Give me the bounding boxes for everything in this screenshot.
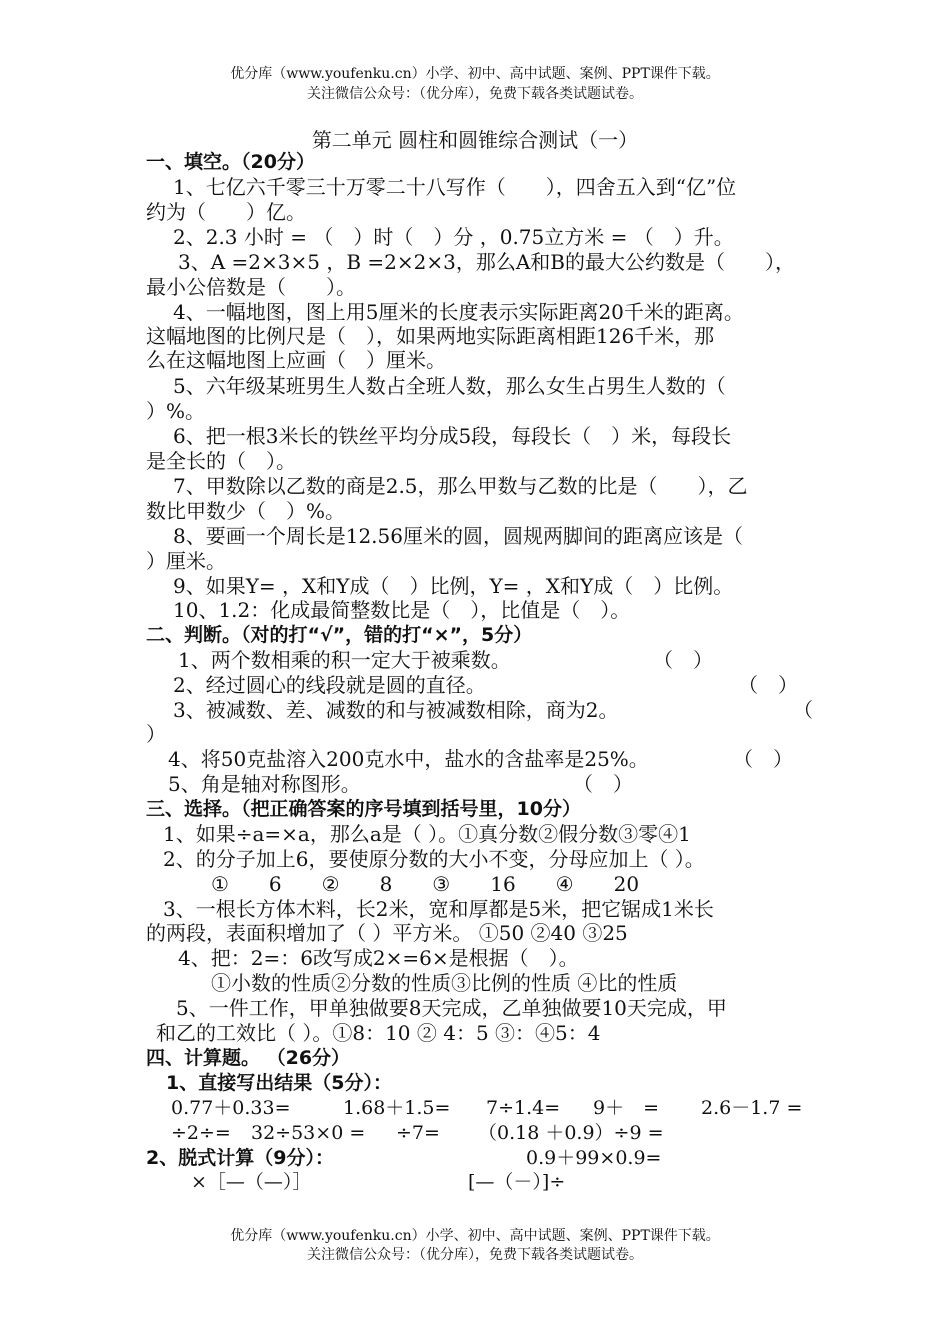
header-line-2: 关注微信公众号：（优分库），免费下载各类试题试卷。 [307,86,643,102]
judge-3: 3、被减数、差、减数的和与被减数相除，商为2。 [173,698,619,722]
calc-subheading-2: 2、脱式计算（9分）： [146,1147,334,1169]
question-1-4-cont-2: 么在这幅地图上应画（ ）厘米。 [146,348,446,372]
question-1-3-cont: 最小公倍数是（ ）。 [146,275,356,299]
choice-3: 3、一根长方体木料，长2米，宽和厚都是5米，把它锯成1米长 [163,897,714,921]
choice-2-options: ① 6 ② 8 ③ 16 ④ 20 [211,872,640,896]
judge-5-parens: （ ） [573,772,633,796]
question-1-9: 9、如果Y= ，X和Y成（ ）比例，Y= ，X和Y成（ ）比例。 [173,574,734,598]
calc-item: 32÷53×0 = [251,1122,366,1144]
footer-line-1: 优分库（www.youfenku.cn）小学、初中、高中试题、案例、PPT课件下载。 [230,1228,720,1244]
question-1-6-cont: 是全长的（ ）。 [146,449,296,473]
question-1-5-cont: ）%。 [146,399,206,423]
calc-item: 0.9＋99×0.9= [526,1147,662,1169]
judge-2-parens: （ ） [738,673,798,697]
question-1-4: 4、一幅地图，图上用5厘米的长度表示实际距离20千米的距离。 [173,300,744,324]
judge-2: 2、经过圆心的线段就是圆的直径。 [173,673,486,697]
choice-3-cont: 的两段，表面积增加了（ ）平方米。 ①50 ②40 ③25 [146,921,628,945]
page-title: 第二单元 圆柱和圆锥综合测试（一） [311,128,639,152]
question-1-7-cont: 数比甲数少（ ）%。 [146,499,346,523]
question-1-1-cont: 约为（ ）亿。 [146,200,306,224]
choice-5-cont: 和乙的工效比（ ）。①8：10 ② 4：5 ③：④5：4 [156,1021,601,1045]
question-1-2: 2、2.3 小时 = （ ）时（ ）分 ，0.75立方米 = （ ）升。 [173,225,734,249]
choice-4: 4、把：2=：6改写成2×=6×是根据（ ）。 [178,946,579,970]
calc-subheading-1: 1、直接写出结果（5分）： [166,1072,392,1094]
calc-item: （0.18 ＋0.9）÷9 = [478,1122,664,1144]
calc-item: 1.68＋1.5= [343,1097,451,1119]
calc-item: ÷2÷= [171,1122,231,1144]
question-1-8-cont: ）厘米。 [146,549,226,573]
choice-5: 5、一件工作，甲单独做要8天完成，乙单独做要10天完成，甲 [176,996,727,1020]
question-1-5: 5、六年级某班男生人数占全班人数，那么女生占男生人数的（ [173,374,726,398]
choice-1: 1、如果÷a=×a，那么a是（ ）。①真分数②假分数③零④1 [163,822,691,846]
calc-item: 2.6－1.7 = [701,1097,803,1119]
header-line-1: 优分库（www.youfenku.cn）小学、初中、高中试题、案例、PPT课件下载。 [230,66,720,82]
question-1-10: 10、1.2：化成最简整数比是（ ），比值是（ ）。 [173,598,631,622]
calc-item: 7÷1.4= [486,1097,561,1119]
question-1-4-cont-1: 这幅地图的比例尺是（ ），如果两地实际距离相距126千米，那 [146,324,715,348]
calc-item: ÷7= [396,1122,440,1144]
judge-4: 4、将50克盐溶入200克水中，盐水的含盐率是25%。 [168,747,649,771]
choice-4-options: ①小数的性质②分数的性质③比例的性质 ④比的性质 [211,971,678,995]
section-4-heading: 四、计算题。 （26分） [146,1047,351,1069]
question-1-6: 6、把一根3米长的铁丝平均分成5段，每段长（ ）米，每段长 [173,424,732,448]
calc-item: 9＋ = [593,1097,660,1119]
section-3-heading: 三、选择。（把正确答案的序号填到括号里，10分） [146,798,581,820]
footer-line-2: 关注微信公众号：（优分库），免费下载各类试题试卷。 [307,1247,643,1263]
question-1-8: 8、要画一个周长是12.56厘米的圆，圆规两脚间的距离应该是（ [173,524,743,548]
choice-2: 2、的分子加上6，要使原分数的大小不变，分母应加上（ ）。 [163,847,705,871]
section-1-heading: 一、填空。（20分） [146,151,315,173]
judge-3-parens: （ [793,698,813,722]
judge-4-parens: （ ） [733,747,793,771]
calc-item: ×［—（—）］ [191,1171,312,1193]
calc-item: [—（－）]÷ [468,1171,566,1193]
judge-1-parens: （ ） [653,648,713,672]
judge-5: 5、角是轴对称图形。 [168,772,361,796]
section-2-heading: 二、判断。（对的打“√”，错的打“×”，5分） [146,624,533,646]
judge-1: 1、两个数相乘的积一定大于被乘数。 [178,648,511,672]
question-1-1: 1、七亿六千零三十万零二十八写作（ ），四舍五入到“亿”位 [173,175,737,199]
question-1-7: 7、甲数除以乙数的商是2.5，那么甲数与乙数的比是（ ），乙 [173,474,748,498]
calc-item: 0.77＋0.33= [171,1097,291,1119]
question-1-3: 3、A =2×3×5 ，B =2×2×3，那么A和B的最大公约数是（ ）， [178,250,795,274]
judge-3-cont: ） [146,722,166,746]
